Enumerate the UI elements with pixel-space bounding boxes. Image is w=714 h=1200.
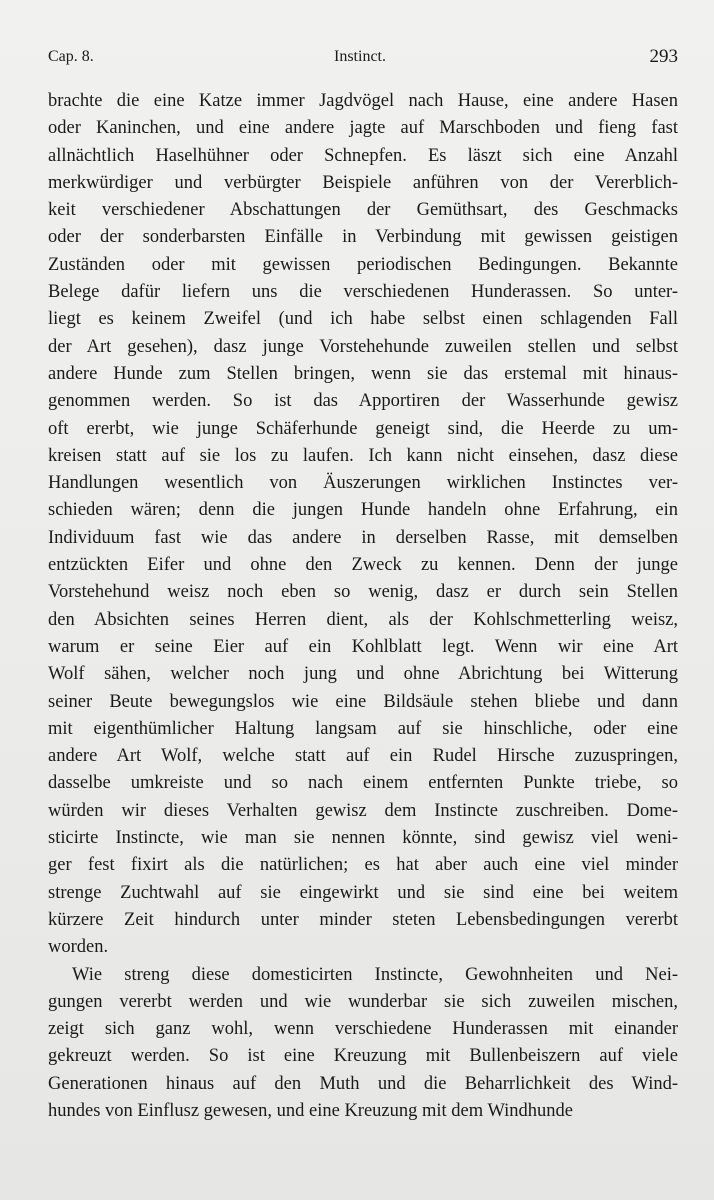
text-line: merkwürdiger und verbürgter Beispiele anführen von der Vererblich-: [48, 172, 678, 193]
running-head: [48, 48, 678, 72]
text-line: entzückten Eifer und ohne den Zweck zu kennen. Denn der junge: [48, 555, 678, 576]
text-line: allnächtlich Haselhühner oder Schnepfen. Es läszt sich eine Anzahl: [48, 145, 678, 166]
text-line: dasselbe umkreiste und so nach einem entfernten Punkte triebe, so: [48, 773, 678, 794]
text-line: oft ererbt, wie junge Schäferhunde geneigt sind, die Heerde zu um-: [48, 418, 678, 439]
text-line: gekreuzt werden. So ist eine Kreuzung mit Bullenbeiszern auf viele: [48, 1046, 678, 1067]
page-number: 293: [649, 46, 678, 67]
text-line: hundes von Einflusz gewesen, und eine Kreuzung mit dem Windhunde: [48, 1100, 574, 1121]
text-line: Belege dafür liefern uns die verschiedenen Hunderassen. So unter-: [48, 282, 678, 303]
text-line: oder Kaninchen, und eine andere jagte auf Marschboden und fieng fast: [48, 118, 678, 139]
text-line: brachte die eine Katze immer Jagdvögel nach Hause, eine andere Hasen: [48, 91, 678, 111]
text-line: seiner Beute bewegungslos wie eine Bildsäule stehen bliebe und dann: [48, 691, 678, 712]
text-line: Handlungen wesentlich von Äuszerungen wirklichen Instinctes ver-: [48, 473, 678, 494]
text-line: zeigt sich ganz wohl, wenn verschiedene Hunderassen mit einander: [48, 1019, 678, 1040]
text-line: andere Art Wolf, welche statt auf ein Rudel Hirsche zuzuspringen,: [48, 746, 678, 767]
text-line: kreisen statt auf sie los zu laufen. Ich kann nicht einsehen, dasz diese: [48, 445, 678, 466]
text-line: liegt es keinem Zweifel (und ich habe selbst einen schlagenden Fall: [48, 309, 678, 330]
text-line: gungen vererbt werden und wie wunderbar sie sich zuweilen mischen,: [48, 991, 678, 1012]
text-line: kürzere Zeit hindurch unter minder steten Lebensbedingungen vererbt: [48, 909, 678, 930]
text-line: oder der sonderbarsten Einfälle in Verbindung mit gewissen geistigen: [48, 227, 678, 248]
text-line: mit eigenthümlicher Haltung langsam auf sie hinschliche, oder eine: [48, 718, 678, 739]
text-line: genommen werden. So ist das Apportiren der Wasserhunde gewisz: [48, 391, 678, 412]
text-line: keit verschiedener Abschattungen der Gemüthsart, des Geschmacks: [48, 200, 678, 221]
body-text: [48, 88, 678, 1125]
text-line: Wie streng diese domesticirten Instincte, Gewohnheiten und Nei-: [72, 964, 678, 985]
paragraph: [48, 88, 678, 962]
text-line: der Art gesehen), dasz junge Vorstehehunde zuweilen stellen und selbst: [48, 336, 678, 357]
text-line: worden.: [48, 937, 109, 958]
text-line: andere Hunde zum Stellen bringen, wenn sie das erstemal mit hinaus-: [48, 363, 678, 384]
text-line: warum er seine Eier auf ein Kohlblatt legt. Wenn wir eine Art: [48, 636, 678, 657]
text-line: schieden wären; denn die jungen Hunde handeln ohne Erfahrung, ein: [48, 500, 678, 521]
text-line: sticirte Instincte, wie man sie nennen könnte, sind gewisz viel weni-: [48, 828, 678, 849]
text-line: Generationen hinaus auf den Muth und die Beharrlichkeit des Wind-: [48, 1073, 678, 1094]
text-line: Individuum fast wie das andere in derselben Rasse, mit demselben: [48, 527, 678, 548]
text-line: Wolf sähen, welcher noch jung und ohne Abrichtung bei Witterung: [48, 664, 678, 685]
paragraph: [48, 962, 678, 1126]
chapter-label: Cap. 8.: [48, 48, 94, 65]
text-line: strenge Zuchtwahl auf sie eingewirkt und sie sind eine bei weitem: [48, 882, 678, 903]
text-line: den Absichten seines Herren dient, als der Kohlschmetterling weisz,: [48, 609, 678, 630]
text-line: ger fest fixirt als die natürlichen; es hat aber auch eine viel minder: [48, 855, 678, 876]
text-line: Vorstehehund weisz noch eben so wenig, dasz er durch sein Stellen: [48, 582, 678, 603]
text-line: Zuständen oder mit gewissen periodischen Bedingungen. Bekannte: [48, 254, 678, 275]
text-line: würden wir dieses Verhalten gewisz dem Instincte zuschreiben. Dome-: [48, 800, 678, 821]
chapter-title: Instinct.: [334, 48, 386, 65]
